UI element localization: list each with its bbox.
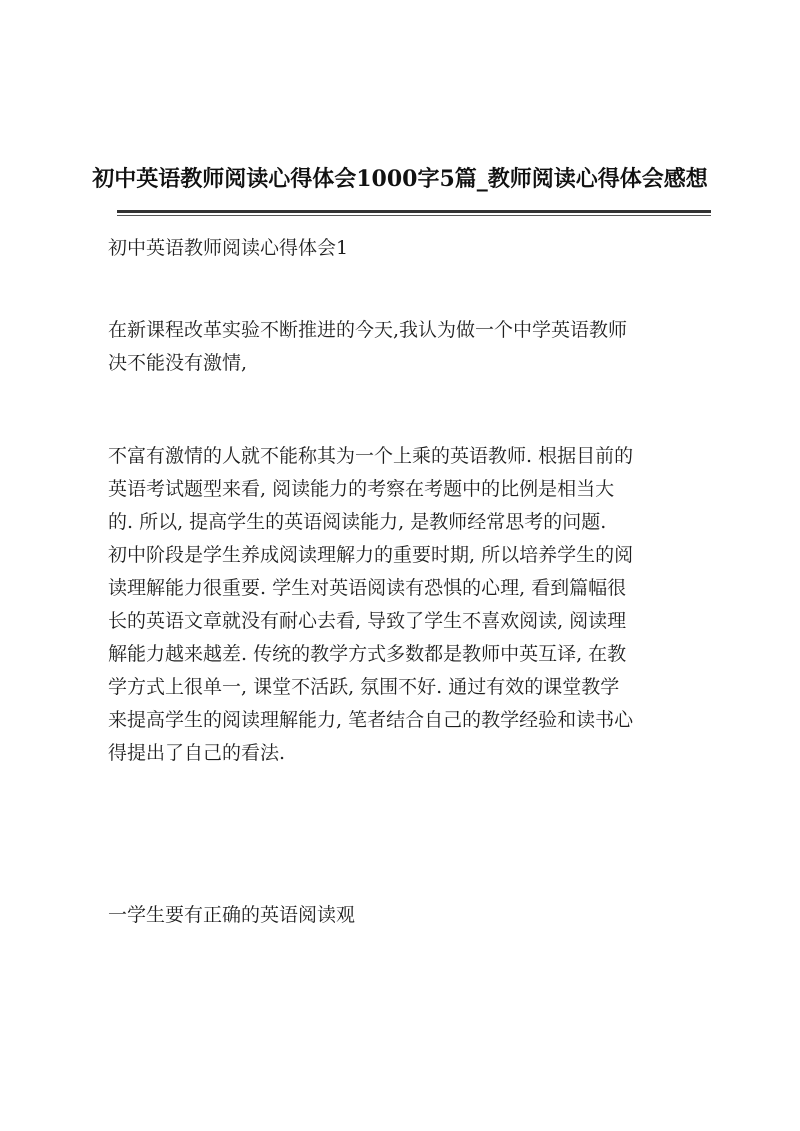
paragraph-1 [108,314,708,380]
subheading: 一学生要有正确的英语阅读观 [108,904,356,926]
document-title: 初中英语教师阅读心得体会1000字5篇_教师阅读心得体会感想 [92,166,708,192]
section-heading: 初中英语教师阅读心得体会1 [108,237,349,259]
paragraph-line: 得提出了自己的看法. [108,742,286,764]
paragraph-line: 长的英语文章就没有耐心去看, 导致了学生不喜欢阅读, 阅读理 [108,610,627,632]
paragraph-line: 学方式上很单一, 课堂不活跃, 氛围不好. 通过有效的课堂教学 [108,676,620,698]
paragraph-line: 决不能没有激情, [108,352,248,374]
paragraph-line: 的. 所以, 提高学生的英语阅读能力, 是教师经常思考的问题. [108,511,607,533]
paragraph-line: 解能力越来越差. 传统的教学方式多数都是教师中英互译, 在教 [108,643,627,665]
paragraph-line: 在新课程改革实验不断推进的今天,我认为做一个中学英语教师 [108,319,628,341]
paragraph-line: 不富有激情的人就不能称其为一个上乘的英语教师. 根据目前的 [108,445,634,467]
title-divider [117,210,711,213]
paragraph-line: 来提高学生的阅读理解能力, 笔者结合自己的教学经验和读书心 [108,709,634,731]
paragraph-2 [108,440,708,770]
paragraph-line: 读理解能力很重要. 学生对英语阅读有恐惧的心理, 看到篇幅很 [108,577,627,599]
paragraph-line: 初中阶段是学生养成阅读理解力的重要时期, 所以培养学生的阅 [108,544,634,566]
paragraph-line: 英语考试题型来看, 阅读能力的考察在考题中的比例是相当大 [108,478,615,500]
